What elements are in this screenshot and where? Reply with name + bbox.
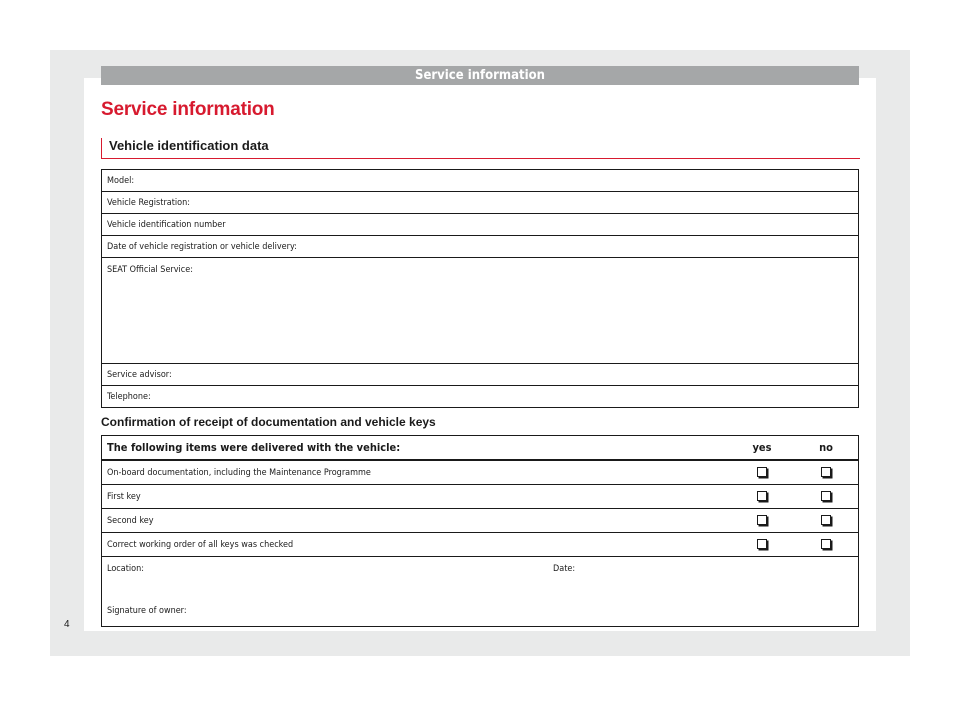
table-row: [102, 533, 859, 557]
table-row: [102, 364, 859, 386]
yes-cell: [730, 509, 794, 533]
checkbox-icon[interactable]: [821, 491, 831, 501]
checkbox-icon[interactable]: [821, 467, 831, 477]
table-row: [102, 258, 859, 364]
no-cell: [794, 485, 859, 509]
table-row: [102, 236, 859, 258]
checkbox-icon[interactable]: [757, 539, 767, 549]
yes-cell: [730, 485, 794, 509]
location-label: Location:: [107, 564, 144, 574]
no-cell: [794, 460, 859, 485]
no-cell: [794, 533, 859, 557]
table-row: [102, 485, 859, 509]
yes-cell: [730, 533, 794, 557]
field-vehicle-registration: Vehicle Registration:: [102, 192, 859, 214]
table-row: [102, 386, 859, 408]
checkbox-icon[interactable]: [821, 515, 831, 525]
table-row: [102, 460, 859, 485]
checkbox-icon[interactable]: [757, 467, 767, 477]
table-row: [102, 509, 859, 533]
table-row: [102, 214, 859, 236]
field-model: Model:: [107, 175, 135, 186]
item-label: On-board documentation, including the Maintenance Programme: [102, 460, 731, 485]
table-row: [102, 192, 859, 214]
vehicle-identification-table: [101, 169, 859, 408]
table-row: [102, 170, 859, 192]
field-telephone: Telephone:: [102, 386, 859, 408]
confirmation-title: Confirmation of receipt of documentation and vehicle keys: [101, 415, 436, 429]
page-title: Service information: [101, 99, 275, 120]
table-header-row: [102, 436, 859, 461]
page-subtitle: Vehicle identification data: [109, 138, 269, 153]
confirmation-table: [101, 435, 859, 627]
date-label: Date:: [553, 564, 576, 574]
signature-row: [102, 557, 859, 627]
field-vin: Vehicle identification number: [102, 214, 859, 236]
subtitle-rule: [101, 138, 860, 159]
yes-cell: [730, 460, 794, 485]
field-service-advisor: Service advisor:: [102, 364, 859, 386]
item-label: First key: [102, 485, 731, 509]
item-label: Correct working order of all keys was checked: [102, 533, 731, 557]
checkbox-icon[interactable]: [821, 539, 831, 549]
page-number: 4: [64, 619, 70, 630]
field-registration-date: Date of vehicle registration or vehicle delivery:: [102, 236, 859, 258]
column-header-yes: yes: [730, 436, 794, 461]
column-header-no: no: [794, 436, 859, 461]
item-label: Second key: [102, 509, 731, 533]
checkbox-icon[interactable]: [757, 515, 767, 525]
signature-label: Signature of owner:: [107, 606, 187, 616]
signature-cell: [102, 557, 859, 627]
checkbox-icon[interactable]: [757, 491, 767, 501]
header-bar: Service information: [101, 66, 859, 85]
field-official-service: SEAT Official Service:: [102, 258, 859, 364]
column-header-item: The following items were delivered with the vehicle:: [102, 436, 731, 461]
no-cell: [794, 509, 859, 533]
